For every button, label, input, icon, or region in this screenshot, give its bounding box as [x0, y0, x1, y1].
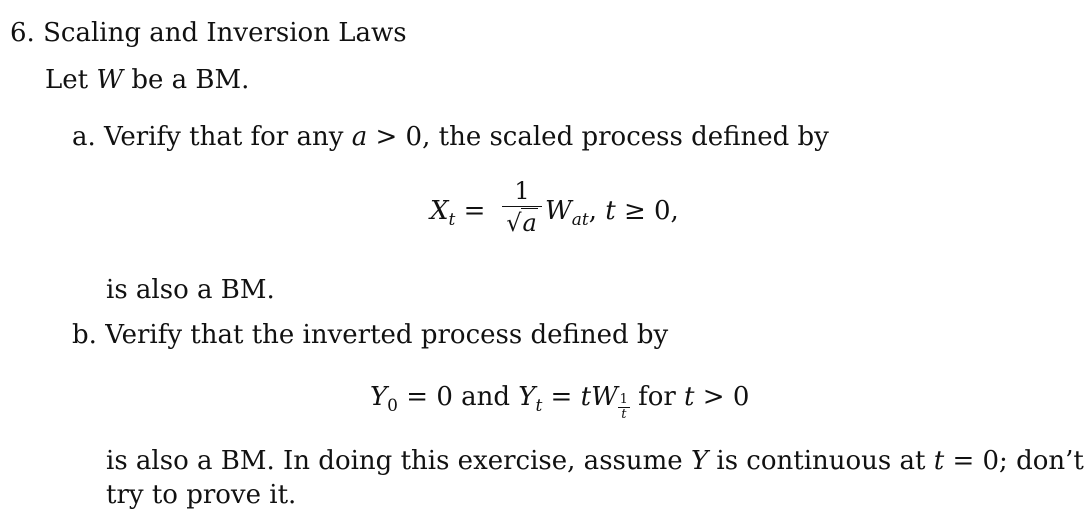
eq-b-y0: Y [370, 382, 388, 412]
eq-b-y0-sub: 0 [387, 396, 398, 416]
eq-a-frac-num: 1 [514, 177, 530, 205]
eq-a-equals: = [463, 196, 486, 226]
part-a-text2: > 0, the scaled process defined by [367, 122, 829, 152]
var-y: Y [690, 446, 709, 476]
eq-a-x-sub: t [448, 210, 456, 230]
part-b-after-prefix: is also a BM. In doing this exercise, assume [106, 446, 691, 476]
var-t: t [933, 446, 945, 476]
eq-b-eq1: = [542, 382, 581, 412]
eq-b-cond-t: t [684, 382, 695, 412]
eq-b-for: for [629, 382, 685, 412]
part-a-label: a. [72, 122, 96, 152]
part-b-after-line1 [106, 446, 1084, 476]
eq-a-frac-bar [502, 206, 542, 207]
part-b-after-end: = 0; don’t [944, 446, 1084, 476]
section-heading: 6. Scaling and Inversion Laws [10, 18, 407, 48]
eq-a-w: W [545, 196, 572, 226]
eq-a-fraction [500, 178, 544, 237]
eq-b-yt: Y [518, 382, 536, 412]
part-a-after: is also a BM. [106, 275, 275, 305]
eq-a-cond: ≥ 0, [615, 196, 679, 226]
part-b-label: b. [72, 320, 97, 350]
sqrt-symbol: √ [506, 209, 522, 237]
part-b-text: Verify that the inverted process defined by [105, 320, 669, 350]
part-a-text1: Verify that for any [104, 122, 352, 152]
eq-a-sqrt-a: a [522, 209, 537, 237]
intro-suffix: be a BM. [123, 65, 250, 95]
eq-b-cond: > 0 [694, 382, 750, 412]
equation-b [370, 382, 750, 422]
eq-b-w: W [591, 382, 618, 412]
eq-b-t: t [580, 382, 592, 412]
eq-a-t: t [605, 196, 616, 226]
var-w: W [96, 65, 124, 95]
part-b-after-mid: is continuous at [708, 446, 934, 476]
intro-prefix: Let [45, 65, 97, 95]
eq-a-w-sub: at [571, 210, 589, 230]
part-a-line [72, 122, 829, 152]
eq-b-eq0: = 0 and [398, 382, 519, 412]
var-a: a [351, 122, 368, 152]
eq-a-x: X [430, 196, 449, 226]
eq-a-frac-den [500, 209, 544, 237]
eq-a-lhs [430, 196, 485, 229]
eq-b-subfrac-num: 1 [619, 391, 628, 407]
intro-line [45, 65, 249, 95]
eq-a-comma: , [588, 196, 606, 226]
eq-b-subfrac [618, 391, 630, 422]
eq-b-yt-sub: t [535, 396, 543, 416]
part-b-line [72, 320, 668, 350]
eq-a-rhs [545, 196, 679, 229]
eq-b-subfrac-den: t [621, 406, 627, 422]
part-b-after-line2: try to prove it. [106, 480, 297, 510]
